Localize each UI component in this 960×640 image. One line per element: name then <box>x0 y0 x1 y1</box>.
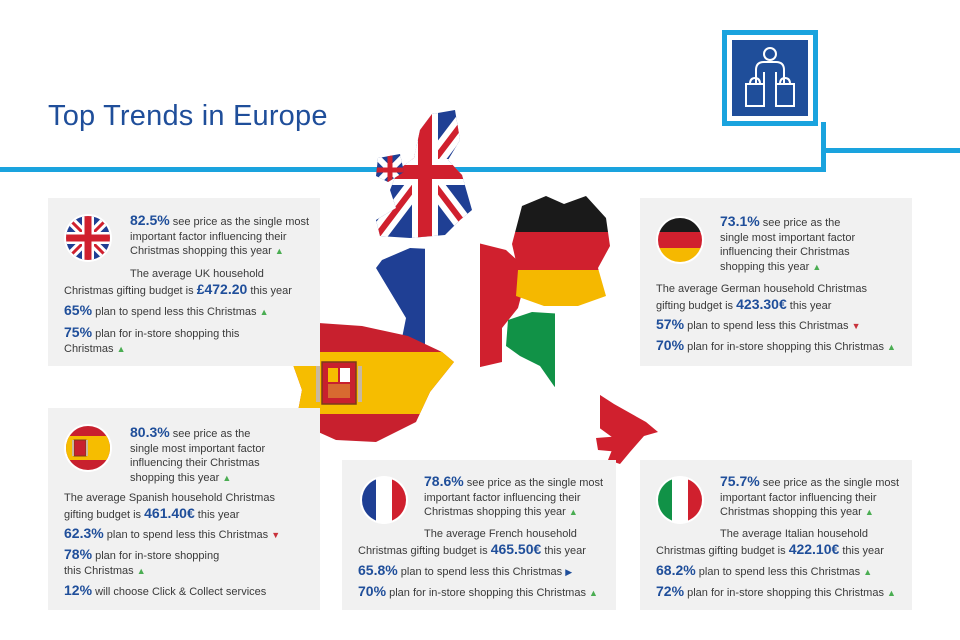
france-spend-less-stat: 65.8% plan to spend less this Christmas ▶ <box>358 562 573 578</box>
spain-price-stat: 80.3% see price as the single most important factor influencing their Christmas shopping this year ▲ <box>130 424 266 484</box>
italy-card <box>640 460 912 610</box>
germany-card <box>640 198 912 366</box>
italy-instore-stat: 72% plan for in-store shopping this Christmas ▲ <box>656 583 896 599</box>
europe-flag-map <box>280 100 670 480</box>
germany-budget-stat: The average German household Christmas gifting budget is 423.30€ this year <box>656 283 867 312</box>
italy-flag-icon <box>656 476 704 524</box>
up-arrow-icon: ▲ <box>136 565 146 576</box>
up-arrow-icon: ▲ <box>116 343 126 354</box>
up-arrow-icon: ▲ <box>568 507 578 517</box>
up-arrow-icon: ▲ <box>274 246 284 256</box>
uk-budget-stat: The average UK household Christmas gifting budget is £472.20 this year <box>64 268 292 297</box>
italy-price-stat: 75.7% see price as the single most important factor influencing their Christmas shopping this year ▲ <box>720 473 900 518</box>
up-arrow-icon: ▲ <box>864 507 874 517</box>
up-arrow-icon: ▲ <box>887 342 896 352</box>
down-arrow-icon: ▼ <box>271 530 281 540</box>
france-card <box>342 460 616 610</box>
france-price-stat: 78.6% see price as the single most important factor influencing their Christmas shopping this year ▲ <box>424 473 604 518</box>
germany-flag-icon <box>656 216 704 264</box>
germany-price-stat: 73.1% see price as the single most important factor influencing their Christmas shopping this year ▲ <box>720 213 856 273</box>
up-arrow-icon: ▲ <box>259 307 269 317</box>
uk-card <box>48 198 320 366</box>
france-flag-icon <box>360 476 408 524</box>
spain-spend-less-stat: 62.3% plan to spend less this Christmas ▼ <box>64 525 281 541</box>
uk-instore-stat: 75% plan for in-store shopping this Christmas ▲ <box>64 324 240 355</box>
up-arrow-icon: ▲ <box>863 567 873 577</box>
france-budget-stat: The average French household Christmas gifting budget is 465.50€ this year <box>358 528 586 557</box>
italy-spend-less-stat: 68.2% plan to spend less this Christmas ▲ <box>656 562 873 578</box>
up-arrow-icon: ▲ <box>812 261 822 272</box>
up-arrow-icon: ▲ <box>222 472 232 483</box>
germany-map-flag <box>505 190 615 310</box>
right-arrow-icon: ▶ <box>565 567 573 577</box>
italy-budget-stat: The average Italian household Christmas gifting budget is 422.10€ this year <box>656 528 884 557</box>
uk-price-stat: 82.5% see price as the single most important factor influencing their Christmas shopping this year ▲ <box>130 212 310 257</box>
france-instore-stat: 70% plan for in-store shopping this Christmas ▲ <box>358 583 598 599</box>
germany-spend-less-stat: 57% plan to spend less this Christmas ▼ <box>656 316 861 332</box>
up-arrow-icon: ▲ <box>589 588 598 598</box>
uk-flag-icon <box>64 214 112 262</box>
up-arrow-icon: ▲ <box>887 588 896 598</box>
shopper-with-bags-icon <box>732 40 808 116</box>
down-arrow-icon: ▼ <box>851 321 861 331</box>
spain-flag-icon <box>64 424 112 472</box>
spain-budget-stat: The average Spanish household Christmas gifting budget is 461.40€ this year <box>64 492 275 521</box>
header-icon-box <box>722 30 818 126</box>
germany-instore-stat: 70% plan for in-store shopping this Christmas ▲ <box>656 337 896 353</box>
page-title: Top Trends in Europe <box>48 100 328 132</box>
spain-card <box>48 408 320 610</box>
spain-instore-stat: 78% plan for in-store shopping this Christmas ▲ <box>64 546 220 577</box>
spain-click-collect-stat: 12% will choose Click & Collect services <box>64 582 267 598</box>
uk-spend-less-stat: 65% plan to spend less this Christmas ▲ <box>64 302 269 318</box>
